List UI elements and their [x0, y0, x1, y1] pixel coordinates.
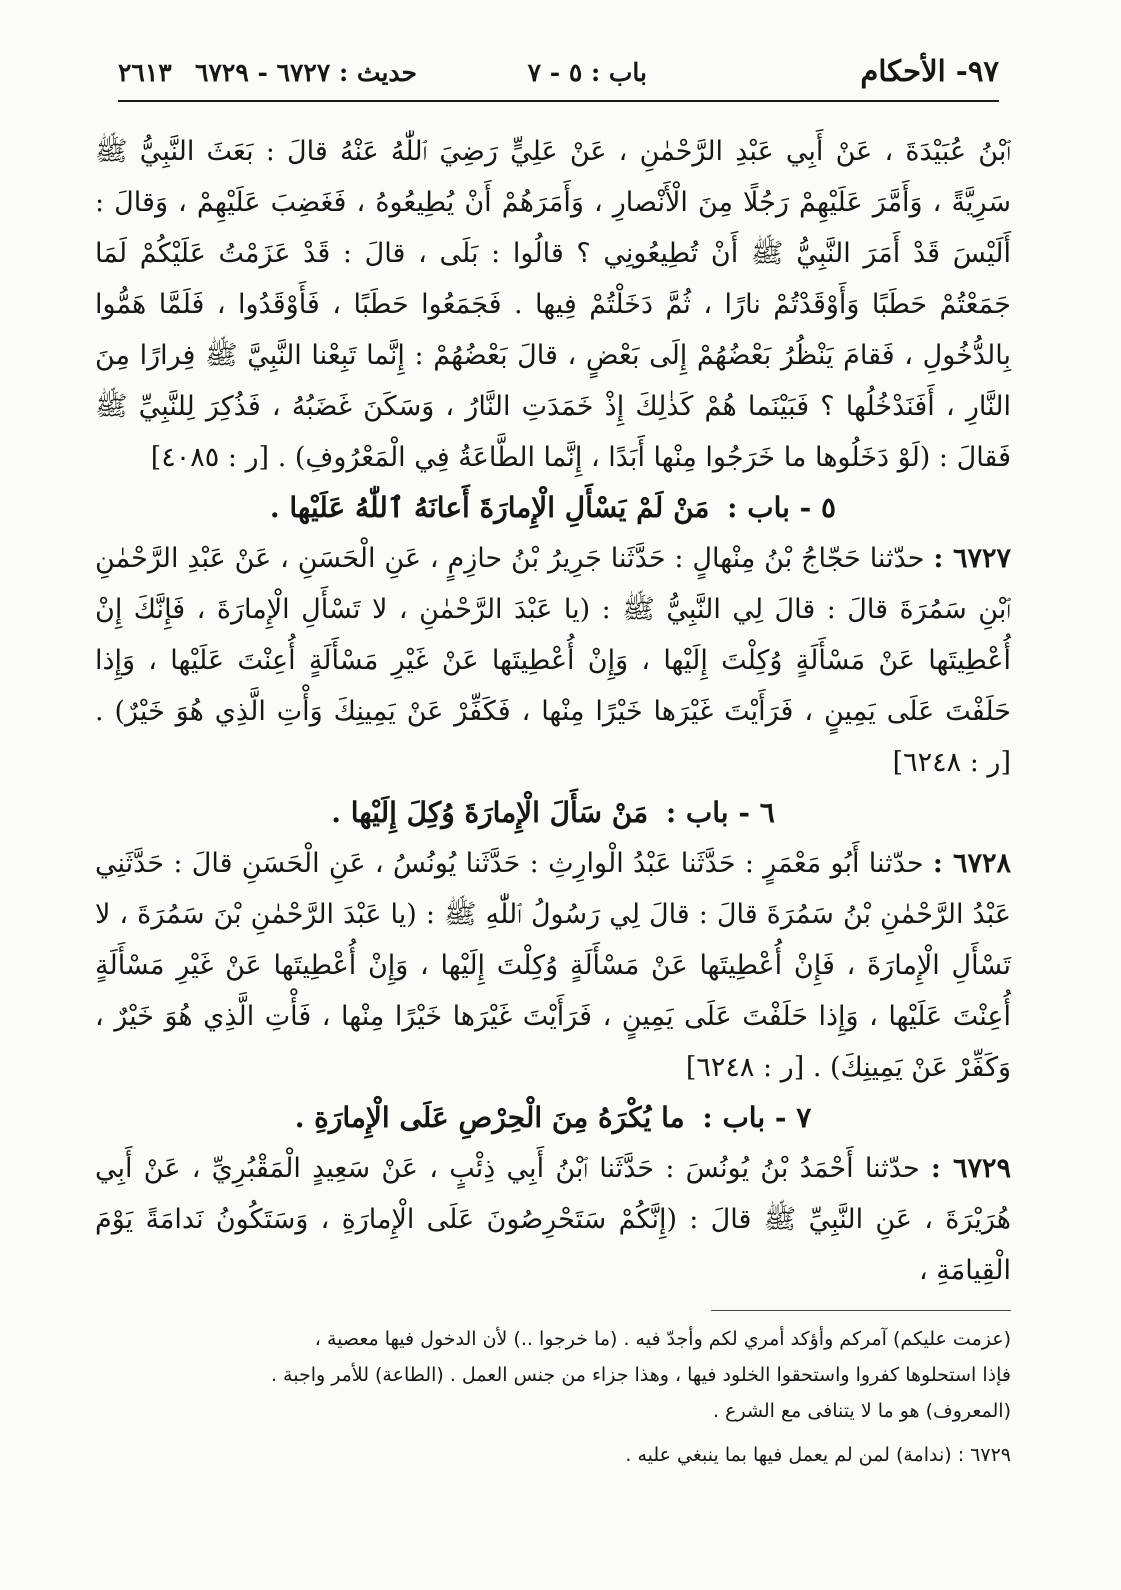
footnote-line: فإذا استحلوها كفروا واستحقوا الخلود فيها ، وهذا جزاء من جنس العمل . (الطاعة) للأمر واجبة .	[270, 1364, 1011, 1386]
hadith-number: ٦٧٢٩ :	[930, 1153, 1011, 1184]
heading-number: ٧ - باب :	[702, 1101, 812, 1134]
running-header	[118, 48, 999, 102]
heading-title: مَنْ سَأَلَ الْإِمارَةَ وُكِلَ إِلَيْها .	[331, 796, 649, 829]
footnote-line: ٦٧٢٩ : (ندامة) لمن لم يعمل فيها بما ينبغي عليه .	[625, 1444, 1011, 1466]
hadith-6729	[95, 1143, 1011, 1296]
footnotes	[95, 1321, 1011, 1473]
chapter-heading-6	[95, 788, 1011, 838]
page-number: ٢٦١٣	[118, 58, 172, 87]
footnote-line: (عزمت عليكم) آمركم وأؤكد أمري لكم وأجدّ فيه . (ما خرجوا ..) لأن الدخول فيها معصية ،	[314, 1328, 1011, 1350]
heading-number: ٥ - باب :	[727, 491, 837, 524]
heading-title: مَنْ لَمْ يَسْأَلِ الْإِمارَةَ أَعانَهُ ٱللّٰهُ عَلَيْها .	[269, 491, 710, 524]
heading-number: ٦ - باب :	[665, 796, 775, 829]
chapter-title: ٩٧- الأحكام	[860, 54, 999, 88]
hadith-text: حدّثنا أَحْمَدُ بْنُ يُونُسَ : حَدَّثَنا ٱبْنُ أَبِي ذِئْبٍ ، عَنْ سَعِيدٍ الْمَقْبُرِيِّ ، عَنْ أَبِي هُرَيْرَةَ ، عَنِ النَّبِيِّ ﷺ قالَ : (إِنَّكُمْ سَتَحْرِصُونَ عَلَى الْإِمارَةِ ، وَسَتَكُونُ نَدامَةً يَوْمَ الْقِيامَةِ ،	[95, 1153, 1011, 1286]
bab-range: باب : ٥ - ٧	[527, 58, 647, 87]
hadith-6727	[95, 533, 1011, 788]
cross-reference: [ر : ٦٢٤٨]	[685, 1052, 805, 1083]
hadith-number: ٦٧٢٨ :	[932, 848, 1011, 879]
heading-title: ما يُكْرَهُ مِنَ الْحِرْصِ عَلَى الْإِمارَةِ .	[294, 1101, 685, 1134]
hadith-continuation	[95, 126, 1011, 483]
cross-reference: [ر : ٤٠٨٥]	[150, 442, 270, 473]
hadith-text: حدّثنا أَبُو مَعْمَرٍ : حَدَّثَنا عَبْدُ الْوارِثِ : حَدَّثَنا يُونُسُ ، عَنِ الْحَسَنِ قالَ : حَدَّثَنِي عَبْدُ الرَّحْمٰنِ بْنُ سَمُرَةَ قالَ : قالَ لِي رَسُولُ ٱللّٰهِ ﷺ : (يا عَبْدَ الرَّحْمٰنِ بْنَ سَمُرَةَ ، لا تَسْأَلِ الْإِمارَةَ ، فَإِنْ أُعْطِيتَها عَنْ مَسْأَلَةٍ وُكِلْتَ إِلَيْها ، وَإِنْ أُعْطِيتَها عَنْ غَيْرِ مَسْأَلَةٍ أُعِنْتَ عَلَيْها ، وَإِذا حَلَفْتَ عَلَى يَمِينٍ ، فَرَأَيْتَ غَيْرَها خَيْرًا مِنْها ، فَأْتِ الَّذِي هُوَ خَيْرٌ ، وَكَفِّرْ عَنْ يَمِينِكَ) .	[95, 848, 1011, 1083]
hadith-text: حدّثنا حَجّاجُ بْنُ مِنْهالٍ : حَدَّثَنا جَرِيرُ بْنُ حازِمٍ ، عَنِ الْحَسَنِ ، عَنْ عَبْدِ الرَّحْمٰنِ ٱبْنِ سَمُرَةَ قالَ : قالَ لِي النَّبِيُّ ﷺ : (يا عَبْدَ الرَّحْمٰنِ ، لا تَسْأَلِ الْإِمارَةَ ، فَإِنَّكَ إِنْ أُعْطِيتَها عَنْ مَسْأَلَةٍ وُكِلْتَ إِلَيْها ، وَإِنْ أُعْطِيتَها عَنْ غَيْرِ مَسْأَلَةٍ أُعِنْتَ عَلَيْها ، وَإِذا حَلَفْتَ عَلَى يَمِينٍ ، فَرَأَيْتَ غَيْرَها خَيْرًا مِنْها ، فَكَفِّرْ عَنْ يَمِينِكَ وَأْتِ الَّذِي هُوَ خَيْرٌ) .	[95, 543, 1011, 727]
footnote-separator	[711, 1310, 1011, 1311]
page-body	[95, 126, 1011, 1473]
hadith-number: ٦٧٢٧ :	[933, 543, 1012, 574]
hadith-6728	[95, 838, 1011, 1093]
footnote-line: (المعروف) هو ما لا يتنافى مع الشرع .	[713, 1400, 1011, 1422]
chapter-heading-5	[95, 483, 1011, 533]
cross-reference: [ر : ٦٢٤٨]	[892, 747, 1011, 778]
hadith-range: حديث : ٦٧٢٧ - ٦٧٢٩	[195, 58, 417, 87]
hadith-text: ٱبْنُ عُبَيْدَةَ ، عَنْ أَبِي عَبْدِ الرَّحْمٰنِ ، عَنْ عَلِيٍّ رَضِيَ ٱللّٰهُ عَنْهُ قالَ : بَعَثَ النَّبِيُّ ﷺ سَرِيَّةً ، وَأَمَّرَ عَلَيْهِمْ رَجُلًا مِنَ الْأَنْصارِ ، وَأَمَرَهُمْ أَنْ يُطِيعُوهُ ، فَغَضِبَ عَلَيْهِمْ ، وَقالَ : أَلَيْسَ قَدْ أَمَرَ النَّبِيُّ ﷺ أَنْ تُطِيعُونِي ؟ قالُوا : بَلَى ، قالَ : قَدْ عَزَمْتُ عَلَيْكُمْ لَمَا جَمَعْتُمْ حَطَبًا وَأَوْقَدْتُمْ نارًا ، ثُمَّ دَخَلْتُمْ فِيها . فَجَمَعُوا حَطَبًا ، فَأَوْقَدُوا ، فَلَمَّا هَمُّوا بِالدُّخُولِ ، فَقامَ يَنْظُرُ بَعْضُهُمْ إِلَى بَعْضٍ ، قالَ بَعْضُهُمْ : إِنَّما تَبِعْنا النَّبِيَّ ﷺ فِرارًا مِنَ النَّارِ ، أَفَنَدْخُلُها ؟ فَبَيْنَما هُمْ كَذٰلِكَ إِذْ خَمَدَتِ النَّارُ ، وَسَكَنَ غَضَبُهُ ، فَذُكِرَ لِلنَّبِيِّ ﷺ فَقالَ : (لَوْ دَخَلُوها ما خَرَجُوا مِنْها أَبَدًا ، إِنَّما الطَّاعَةُ فِي الْمَعْرُوفِ) .	[95, 136, 1011, 473]
chapter-heading-7	[95, 1093, 1011, 1143]
